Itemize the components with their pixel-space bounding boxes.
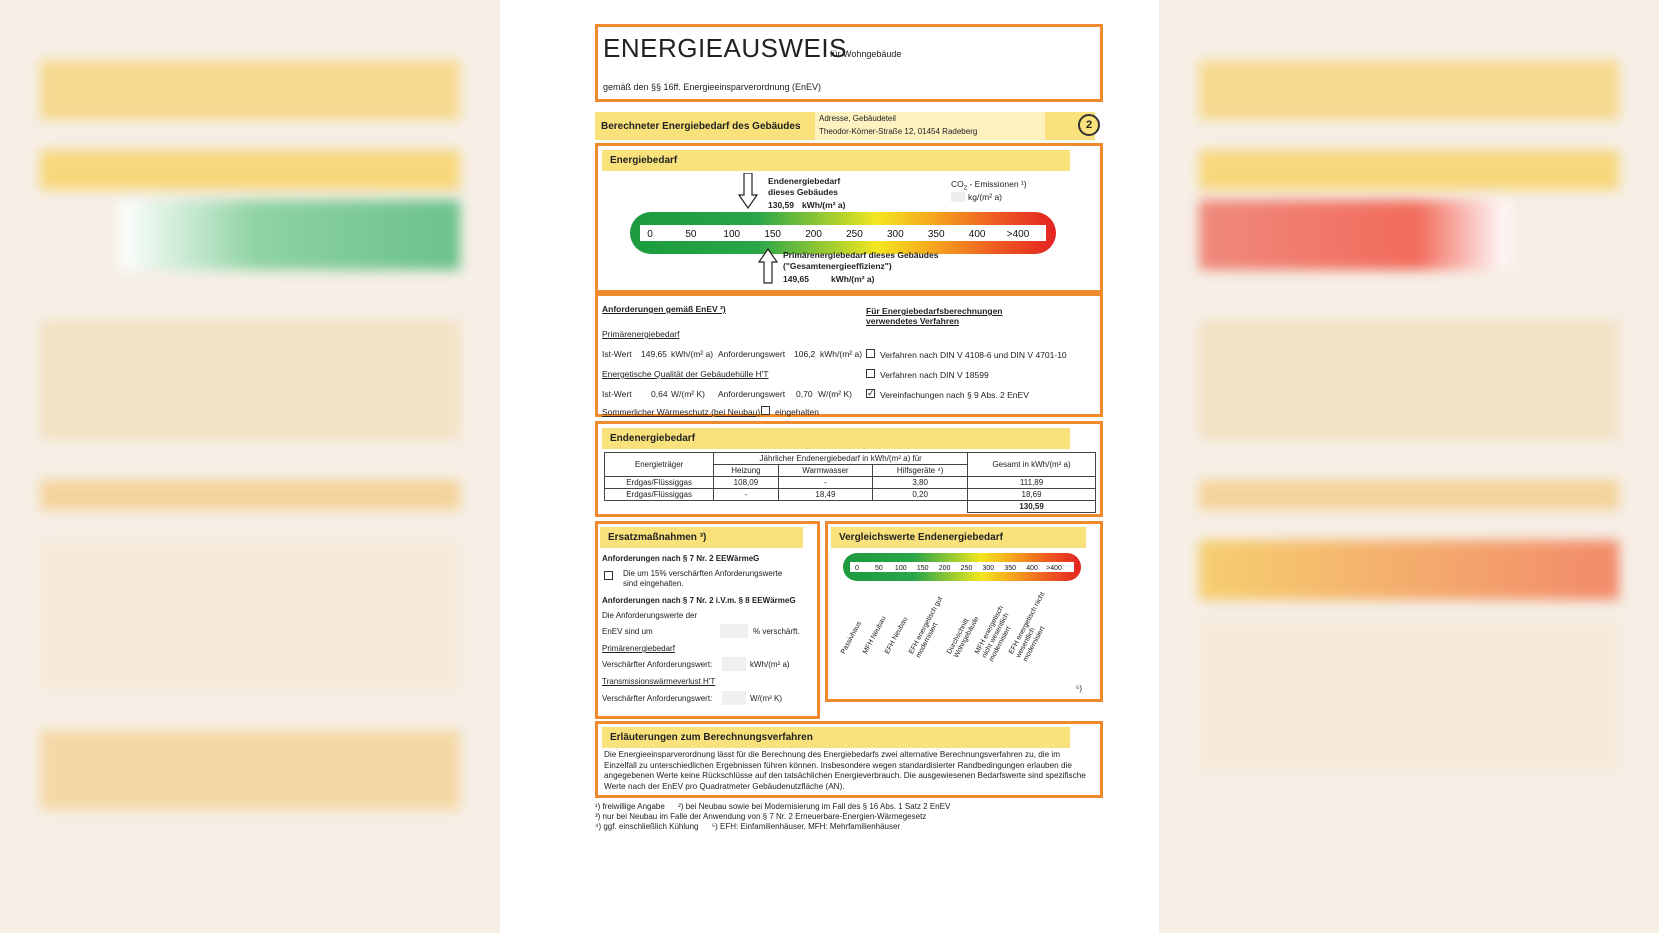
- ist-prim-unit: kWh/(m² a): [671, 349, 714, 359]
- table-total-row: [605, 501, 1096, 513]
- ist-ht-unit: W/(m² K): [671, 389, 705, 399]
- vergleich-category-label: EFH energetisch gut modernisiert: [908, 595, 945, 660]
- ersatz-verschaerft-1: Verschärfter Anforderungswert:: [602, 660, 713, 669]
- document-page: [500, 0, 1159, 933]
- ersatz-trans-field[interactable]: [722, 691, 746, 705]
- vergleich-category-label: EFH energetisch nicht wesentlich modernisiert: [1008, 591, 1047, 663]
- address-field: [815, 112, 1045, 140]
- vergleich-category-label: MFH Neubau: [862, 615, 888, 656]
- anf-prim-unit: kWh/(m² a): [820, 349, 863, 359]
- end-unit: kWh/(m² a): [802, 200, 846, 210]
- scale-label: >400: [1046, 565, 1062, 572]
- anf-label: Anforderungswert: [718, 349, 786, 359]
- table-row: Erdgas/Flüssiggas - 18,49 0,20 18,69: [605, 489, 1096, 501]
- co2-value-field: [951, 192, 965, 202]
- scale-label: 250: [846, 229, 863, 240]
- scale-label: 200: [938, 565, 951, 572]
- page-title: ENERGIEAUSWEIS: [603, 33, 847, 63]
- scale-label: 300: [886, 229, 904, 240]
- anf-prim-value: 106,2: [794, 349, 816, 359]
- prim-heading: Primärenergiebedarf: [602, 329, 680, 339]
- ist-ht-label: Ist-Wert: [602, 389, 632, 399]
- ersatz-anf-1: Anforderungen nach § 7 Nr. 2 EEWärmeG: [602, 554, 760, 563]
- scale-label: 150: [916, 565, 929, 572]
- footnote-1: ¹) freiwillige Angabe ²) bei Neubau sowie bei Modernisierung im Fall des § 16 Abs. 1 Satz 2 EnEV: [595, 802, 951, 811]
- anf-ht-value: 0,70: [796, 389, 813, 399]
- col-hilfs: Hilfsgeräte ⁴): [873, 465, 968, 477]
- col-group: Jährlicher Endenergiebedarf in kWh/(m² a) für: [714, 453, 968, 465]
- page-number-badge: 2: [1078, 114, 1100, 136]
- address-bar: [595, 112, 1095, 140]
- ersatz-heading: Ersatzmaßnahmen ³): [600, 527, 803, 548]
- ersatz-trans: Transmissionswärmeverlust H'T: [602, 677, 716, 686]
- prim-label-2: ("Gesamtenergieeffizienz"): [783, 261, 892, 271]
- ist-ht-value: 0,64: [651, 389, 668, 399]
- vergleich-category-label: MFH energetisch nicht wesentlich modernisiert: [974, 604, 1013, 663]
- anf-ht-label: Anforderungswert: [718, 389, 786, 399]
- vereinfachungen-label: Vereinfachungen nach § 9 Abs. 2 EnEV: [880, 390, 1029, 400]
- scale-label: 200: [805, 229, 822, 240]
- ersatz-anf-2: Anforderungen nach § 7 Nr. 2 i.V.m. § 8 EEWärmeG: [602, 596, 796, 605]
- anforderungen-box: [595, 293, 1103, 417]
- vergleich-box: [825, 521, 1103, 702]
- vergleich-heading: Vergleichswerte Endenergiebedarf: [831, 527, 1086, 548]
- energiebedarf-heading: Energiebedarf: [602, 150, 1070, 171]
- energiebedarf-box: [595, 143, 1103, 293]
- scale-label: 250: [960, 565, 973, 572]
- total-value: 130,59: [968, 501, 1096, 513]
- ht-heading: Energetische Qualität der Gebäudehülle H'T: [602, 369, 769, 379]
- ersatz-trans-unit: W/(m² K): [750, 694, 782, 703]
- ist-label: Ist-Wert: [602, 349, 632, 359]
- anf-ht-unit: W/(m² K): [818, 389, 852, 399]
- ersatz-text-1a: Die um 15% verschärften Anforderungswerte: [623, 569, 783, 578]
- scale-label: 100: [894, 565, 907, 572]
- ist-prim-value: 149,65: [641, 349, 667, 359]
- vergleich-category-label: Durchschnitt Wohngebäude: [946, 615, 981, 660]
- col-gesamt: Gesamt in kWh/(m² a): [968, 453, 1096, 477]
- scale-label: 0: [855, 565, 859, 572]
- ersatz-prim: Primärenergiebedarf: [602, 644, 675, 653]
- scale-label: 300: [982, 565, 995, 572]
- vergleich-scale-bar: [842, 552, 1082, 582]
- erlaeuterung-box: [595, 721, 1103, 798]
- endenergie-heading: Endenergiebedarf: [602, 428, 1070, 449]
- col-traeger: Energieträger: [605, 453, 714, 477]
- ersatz-text-2b: EnEV sind um: [602, 627, 653, 636]
- scale-label: 400: [1026, 565, 1038, 572]
- scale-label: 350: [1004, 565, 1017, 572]
- address-label: Adresse, Gebäudeteil: [819, 114, 896, 123]
- scale-label: 100: [723, 229, 741, 240]
- address-value: Theodor-Körner-Straße 12, 01454 Radeberg: [819, 127, 978, 136]
- scale-label: 400: [968, 229, 986, 240]
- ersatz-15-checkbox[interactable]: [604, 571, 613, 580]
- prim-label-1: Primärenergiebedarf dieses Gebäudes: [783, 250, 939, 260]
- anforderungen-heading: Anforderungen gemäß EnEV ²): [602, 304, 726, 314]
- scale-label: 50: [685, 229, 697, 240]
- erlaeuterung-heading: Erläuterungen zum Berechnungsverfahren: [602, 727, 1070, 748]
- title-box: [595, 24, 1103, 102]
- blurred-backdrop-left: [0, 0, 500, 933]
- prim-unit: kWh/(m² a): [831, 274, 875, 284]
- ersatz-text-1b: sind eingehalten.: [623, 579, 684, 588]
- vergleich-category-label: EFH Neubau: [884, 616, 910, 656]
- ersatz-prim-unit: kWh/(m² a): [750, 660, 790, 669]
- vergleich-category-label: Passivhaus: [840, 620, 863, 656]
- scale-label: 50: [874, 565, 883, 572]
- ersatz-percent-field[interactable]: [720, 624, 748, 638]
- ersatz-box: [595, 521, 820, 719]
- verfahren-din18599-label: Verfahren nach DIN V 18599: [880, 370, 989, 380]
- end-label-1: Endenergiebedarf: [768, 176, 841, 186]
- col-warmwasser: Warmwasser: [778, 465, 873, 477]
- eingehalten-label: eingehalten: [775, 407, 819, 417]
- eingehalten-checkbox[interactable]: [761, 406, 770, 415]
- verfahren-din4108-label: Verfahren nach DIN V 4108-6 und DIN V 4701-10: [880, 350, 1067, 360]
- sommer-label: Sommerlicher Wärmeschutz (bei Neubau): [602, 407, 761, 417]
- ersatz-verschaerft-2: Verschärfter Anforderungswert:: [602, 694, 713, 703]
- ersatz-text-2c: % verschärft.: [753, 627, 800, 636]
- address-bar-heading: Berechneter Energiebedarf des Gebäudes: [601, 121, 801, 132]
- verfahren-heading-1: Für Energiebedarfsberechnungen: [866, 306, 1003, 316]
- law-reference: gemäß den §§ 16ff. Energieeinsparverordnung (EnEV): [603, 82, 821, 92]
- table-row: Erdgas/Flüssiggas 108,09 - 3,80 111,89: [605, 477, 1096, 489]
- page-subtitle: für Wohngebäude: [830, 49, 902, 59]
- end-value: 130,59: [768, 200, 794, 210]
- scale-label: 350: [927, 229, 945, 240]
- vergleich-categories: [828, 582, 1100, 692]
- endenergie-table: [604, 452, 1096, 513]
- co2-label: $CO_2$ - Emissionen ¹): [951, 179, 1027, 192]
- erlaeuterung-text: Die Energieeinsparverordnung lässt für die Berechnung des Energiebedarfs zwei alternative Berechnungsverfahren zu, die im Einzelfall zu unterschiedlichen Ergebnissen führen können. Insbesondere wegen standardisierter Randbedingungen erlauben die angegebenen Werte keine Rückschlüsse auf den tatsächlichen Energieverbrauch. Die ausgewiesenen Bedarfswerte sind spezifische Werte nach der EnEV pro Quadratmeter Gebäudenutzfläche (AN).: [604, 750, 1086, 791]
- footnote-2: ³) nur bei Neubau im Falle der Anwendung von § 7 Nr. 2 Erneuerbare-Energien-Wärmegesetz: [595, 812, 927, 821]
- end-label-2: dieses Gebäudes: [768, 187, 838, 197]
- verfahren-din18599-checkbox[interactable]: [866, 369, 875, 378]
- blurred-backdrop-right: [1159, 0, 1659, 933]
- verfahren-heading-2: verwendetes Verfahren: [866, 316, 960, 326]
- ersatz-text-2a: Die Anforderungswerte der: [602, 611, 698, 620]
- scale-label: 0: [647, 229, 653, 240]
- vergleich-footnote: ⁵): [1076, 684, 1082, 693]
- scale-label: 150: [764, 229, 782, 240]
- footnote-3: ⁴) ggf. einschließlich Kühlung ⁵) EFH: Einfamilienhäuser, MFH: Mehrfamilienhäuser: [595, 822, 901, 831]
- vereinfachungen-checkbox[interactable]: ✓: [867, 388, 875, 398]
- scale-label: >400: [1006, 229, 1030, 240]
- verfahren-din4108-checkbox[interactable]: [866, 349, 875, 358]
- col-heizung: Heizung: [714, 465, 778, 477]
- prim-marker-arrow: [758, 248, 778, 284]
- co2-unit: kg/(m² a): [968, 192, 1002, 202]
- prim-value: 149,65: [783, 274, 809, 284]
- endenergie-box: [595, 421, 1103, 517]
- ersatz-prim-field[interactable]: [722, 657, 746, 671]
- end-marker-arrow: [738, 173, 758, 209]
